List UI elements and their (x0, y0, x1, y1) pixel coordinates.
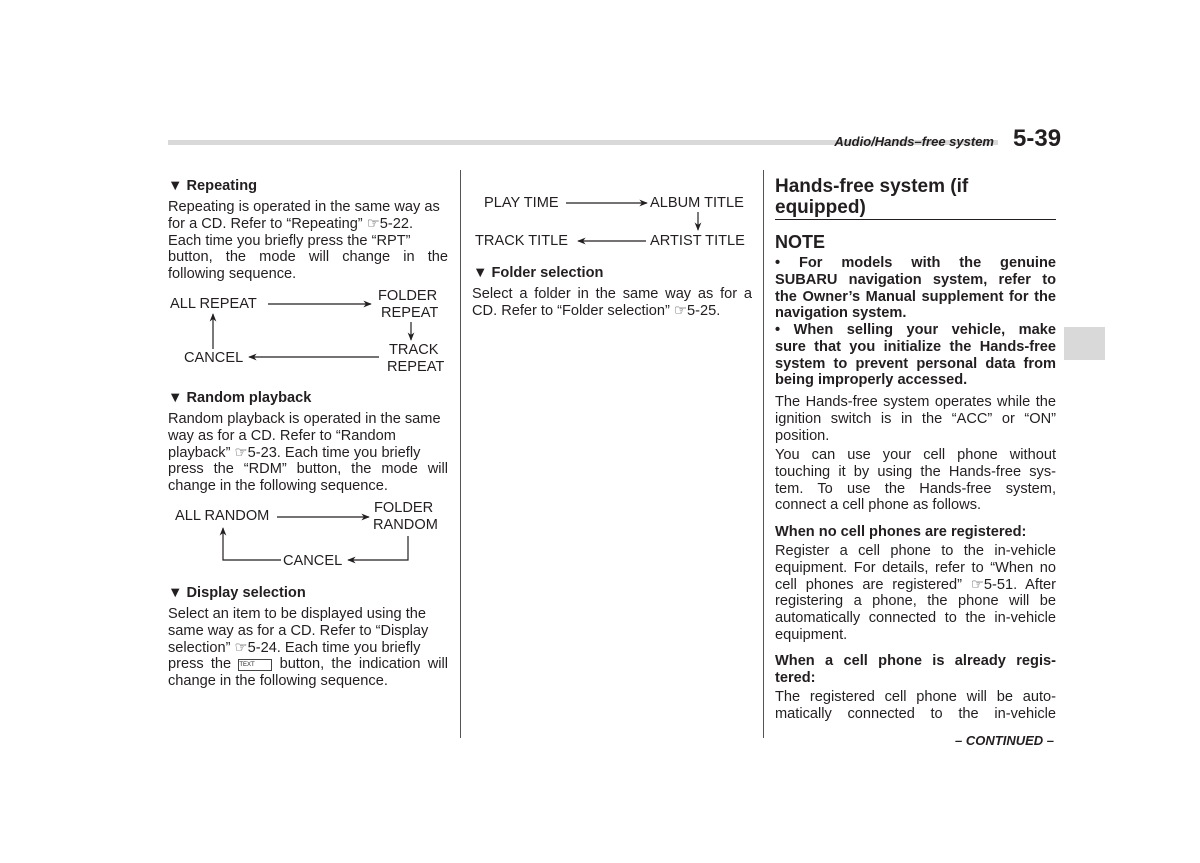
heading-random-playback: ▼ Random playback (168, 390, 312, 406)
note-item-navigation (775, 255, 1056, 322)
text-line: navigation system. (775, 305, 907, 322)
text-line: Select an item to be displayed using the (168, 606, 426, 622)
text-line: Select a folder in the same way as for a (472, 286, 752, 302)
text-line: following sequence. (168, 266, 297, 283)
subheading-no-phones-registered: When no cell phones are registered: (775, 524, 1027, 540)
text-line: ignition switch is in the “ACC” or “ON” (775, 410, 1056, 427)
text-line: position. (775, 427, 830, 444)
text-line: CD. Refer to “Folder selection” ☞5-25. (472, 302, 721, 319)
diagram-label-play-time: PLAY TIME (484, 195, 559, 211)
diagram-label-repeat: REPEAT (387, 359, 445, 375)
page-number: 5-39 (1013, 125, 1062, 152)
arrow-cancel-to-allrandom (223, 528, 281, 560)
text-line: connect a cell phone as follows. (775, 497, 982, 514)
text-line: press the “RDM” button, the mode will (168, 461, 448, 478)
diagram-label-all-repeat: ALL REPEAT (170, 296, 257, 312)
text-line: automatically connected to the in-vehicle (775, 610, 1056, 627)
text-line: same way as for a CD. Refer to “Display (168, 622, 429, 639)
text-line: tered: (775, 669, 816, 686)
text-line: touching it by using the Hands-free sys- (775, 463, 1056, 480)
diagram-label-all-random: ALL RANDOM (175, 508, 270, 524)
text-line: registering a phone, the phone will be (775, 593, 1056, 610)
heading-display-selection: ▼ Display selection (168, 585, 306, 601)
text-line: cell phones are registered” ☞5-51. After (775, 576, 1056, 593)
diagram-label-folder: FOLDER (374, 500, 434, 516)
text-line: • For models with the genuine (775, 255, 1056, 271)
paragraph-folder-selection (472, 286, 752, 320)
text-line: SUBARU navigation system, refer to (775, 271, 1056, 288)
subheading-phone-already-registered (775, 653, 1056, 687)
text-line: Random playback is operated in the same (168, 411, 441, 427)
text-line: system to prevent personal data from (775, 355, 1056, 372)
text-line: sure that you initialize the Hands-free (775, 338, 1056, 355)
diagram-label-track-title: TRACK TITLE (475, 233, 568, 249)
paragraph-usage (775, 447, 1056, 514)
text-line: playback” ☞5-23. Each time you briefly (168, 444, 421, 461)
note-item-selling (775, 322, 1056, 389)
text-line: being improperly accessed. (775, 372, 968, 389)
text-line: You can use your cell phone without (775, 447, 1056, 463)
text-line: When a cell phone is already regis- (775, 653, 1056, 669)
text-line: change in the following sequence. (168, 673, 388, 690)
text-button-icon: TEXT (238, 659, 272, 671)
text-line: The Hands-free system operates while the (775, 394, 1056, 410)
text-line: button, the mode will change in the (168, 249, 448, 266)
diagram-label-artist-title: ARTIST TITLE (650, 233, 745, 249)
paragraph-display-selection (168, 606, 448, 690)
diagram-label-random: RANDOM (373, 517, 438, 533)
paragraph-random-playback (168, 411, 448, 495)
diagram-label-cancel: CANCEL (184, 350, 244, 366)
text-line: matically connected to the in-vehicle (775, 705, 1056, 722)
text-line: • When selling your vehicle, make (775, 322, 1056, 338)
text-line: Repeating is operated in the same way as (168, 199, 440, 215)
paragraph-auto-connect (775, 689, 1056, 723)
text-line: The registered cell phone will be auto- (775, 689, 1056, 705)
heading-rule (775, 219, 1056, 220)
text-line: Each time you briefly press the “RPT” (168, 232, 411, 249)
text-line: selection” ☞5-24. Each time you briefly (168, 639, 421, 656)
paragraph-operation (775, 394, 1056, 444)
paragraph-repeating (168, 199, 448, 283)
diagram-label-album-title: ALBUM TITLE (650, 195, 744, 211)
text-line: change in the following sequence. (168, 478, 388, 495)
diagram-label-cancel: CANCEL (283, 553, 343, 569)
section-title: Audio/Hands–free system (834, 134, 994, 149)
text-line: tem. To use the Hands-free system, (775, 480, 1056, 497)
text-line: equipment. (775, 626, 848, 643)
heading-repeating: ▼ Repeating (168, 178, 258, 194)
text-line: for a CD. Refer to “Repeating” ☞5-22. (168, 215, 414, 232)
text-line: equipment. For details, refer to “When no (775, 559, 1056, 576)
continued-label: – CONTINUED – (955, 733, 1054, 748)
note-heading: NOTE (775, 232, 826, 252)
paragraph-register (775, 543, 1056, 644)
diagram-label-repeat: REPEAT (381, 305, 439, 321)
diagram-label-folder: FOLDER (378, 288, 438, 304)
section-heading-hands-free: Hands-free system (if equipped) (775, 176, 969, 218)
arrow-folder-to-cancel (348, 536, 408, 560)
heading-folder-selection: ▼ Folder selection (473, 265, 604, 281)
text-line: press the TEXT button, the indication will (168, 656, 448, 673)
text-line: the Owner’s Manual supplement for the (775, 288, 1056, 305)
diagram-label-track: TRACK (389, 342, 439, 358)
text-line: Register a cell phone to the in-vehicle (775, 543, 1056, 559)
text-line: way as for a CD. Refer to “Random (168, 427, 396, 444)
